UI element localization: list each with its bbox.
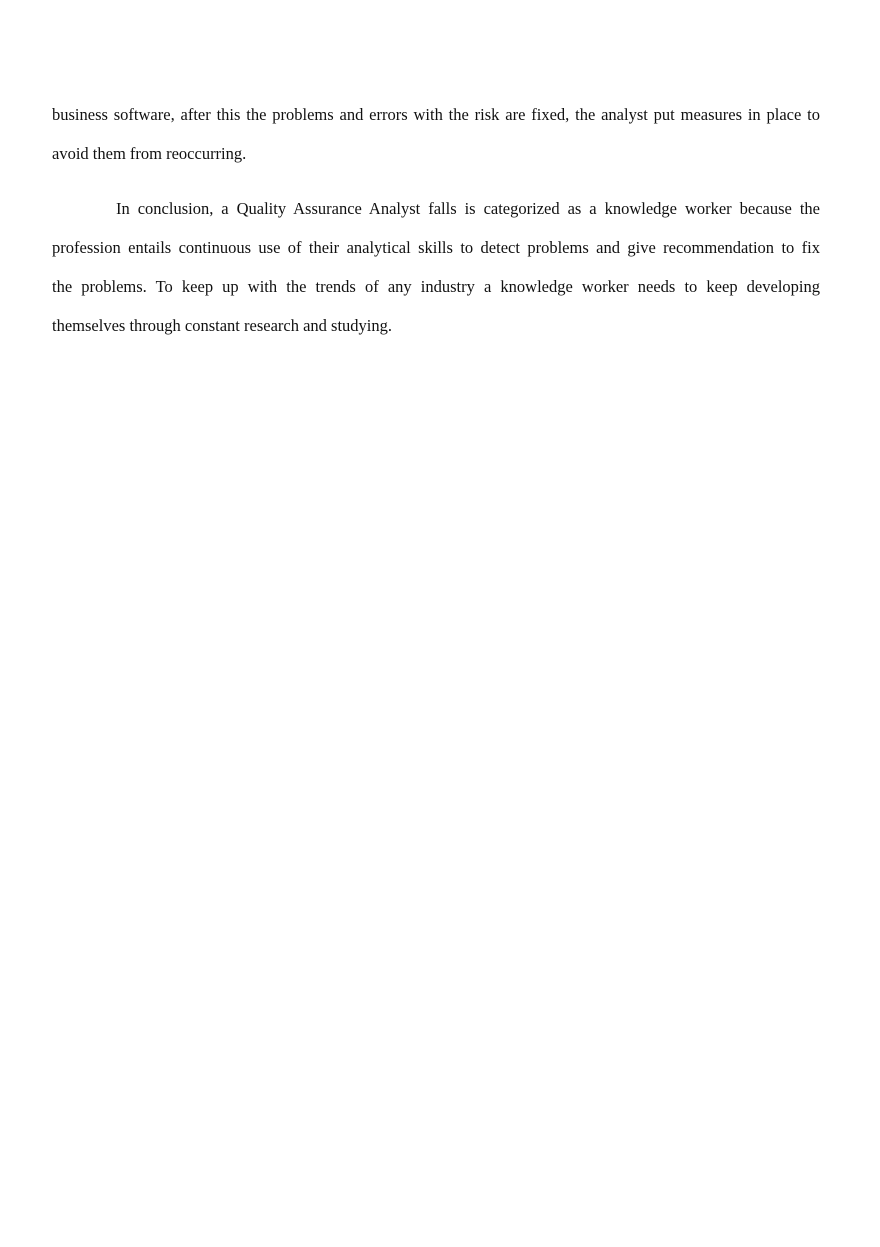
text-line: profession entails continuous use of their analytical skills to detect problems and give recommendation to fix	[52, 238, 820, 257]
text-line: themselves through constant research and studying.	[52, 316, 392, 335]
text-line: avoid them from reoccurring.	[52, 144, 247, 163]
text-line: the problems. To keep up with the trends of any industry a knowledge worker needs to keep developing	[52, 277, 820, 296]
paragraph-continuation	[52, 95, 820, 173]
paragraph-conclusion	[52, 189, 820, 345]
document-page	[52, 95, 820, 361]
text-line: business software, after this the problems and errors with the risk are fixed, the analyst put measures in place to	[52, 105, 820, 124]
text-line: In conclusion, a Quality Assurance Analyst falls is categorized as a knowledge worker because the	[116, 199, 820, 218]
